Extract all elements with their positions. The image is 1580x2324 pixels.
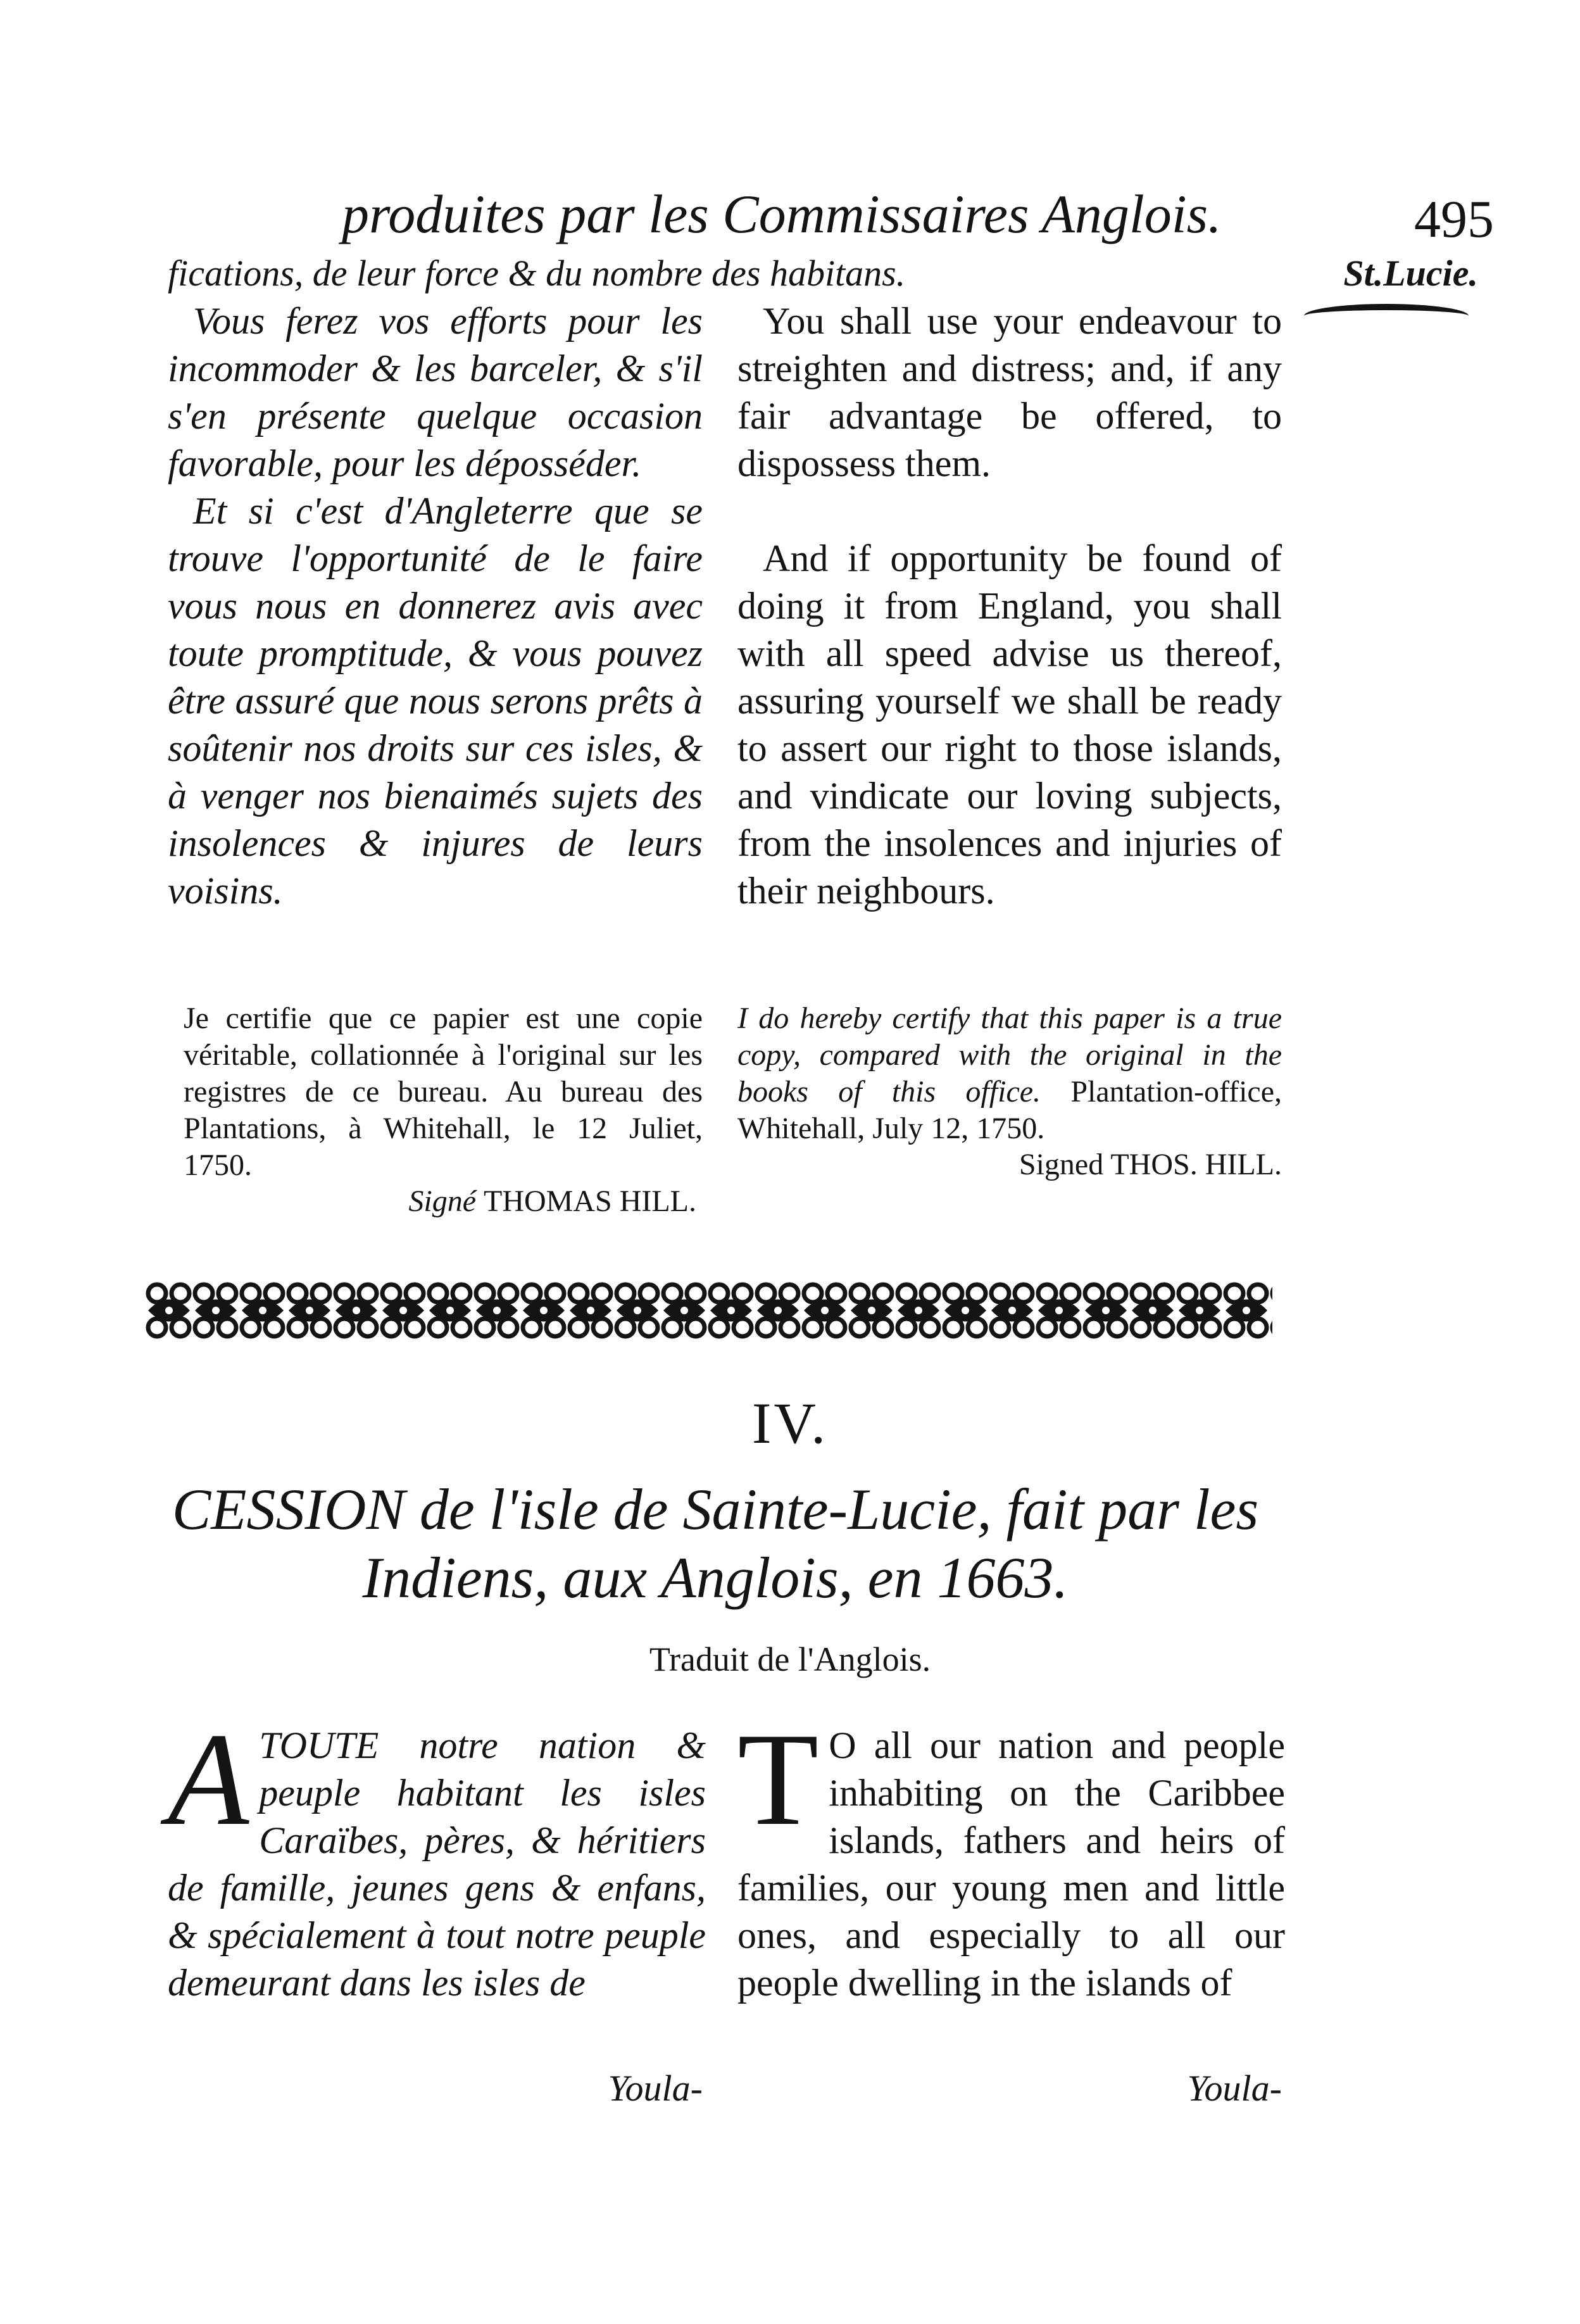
french-column-upper (168, 298, 703, 915)
french-body (168, 1706, 706, 2007)
french-paragraph-2: Et si c'est d'Angleterre que se trouve l'opportunité de le faire vous nous en donnerez avis avec toute promptitude, & vous pouvez être assuré que nous serons prêts à soûtenir nos droits sur ces isles, & à venger nos bienaimés sujets des insolences & injures de leurs voisins. (168, 490, 703, 912)
english-column-upper-2 (737, 535, 1282, 915)
english-certificate-roman: Plantation-office, Whitehall, July 12, 1750. (737, 1075, 1282, 1145)
section-title-line-2: Indiens, aux Anglois, en 1663. (362, 1545, 1069, 1610)
page-number: 495 (1414, 190, 1494, 249)
running-title: produites par les Commissaires Anglois. (342, 184, 1222, 244)
english-certificate (737, 1000, 1282, 1147)
continuation-line: fications, de leur force & du nombre des habitans. (168, 253, 906, 294)
english-body (737, 1706, 1285, 2007)
english-catchword: Youla- (1187, 2068, 1282, 2109)
section-number: IV. (751, 1391, 829, 1455)
marginal-bracket-mark (1304, 304, 1469, 328)
french-certificate-text: Je certifie que ce papier est une copie véritable, collationnée à l'original sur les registres de ce bureau. Au bureau des Plantations, à Whitehall, le 12 Juliet, 1750. (184, 1002, 703, 1182)
french-signed-name: THOMAS HILL. (484, 1184, 696, 1218)
english-certificate-italic: I do hereby certify that this paper is a true copy, compared with the original in the books of this office. (737, 1002, 1282, 1109)
ornamental-border (146, 1276, 1272, 1345)
french-signature (184, 1184, 696, 1219)
french-body-text: TOUTE notre nation & peuple habitant les isles Caraïbes, pères, & héritiers de famille, jeunes gens & enfans, & spécialement à tout notre peuple demeurant dans les isles de (168, 1724, 706, 2004)
section-title-line-1: CESSION de l'isle de Sainte-Lucie, fait par les (172, 1477, 1259, 1542)
french-certificate (184, 1000, 703, 1184)
french-paragraph-1: Vous ferez vos efforts pour les incommoder & les barceler, & s'il s'en présente quelque occasion favorable, pour les déposséder. (168, 300, 703, 484)
marginal-note: St.Lucie. (1343, 253, 1478, 294)
french-drop-cap: A (168, 1706, 249, 1853)
french-signed-word: Signé (408, 1184, 477, 1218)
english-paragraph-2: And if opportunity be found of doing it from England, you shall with all speed advise us thereof, assuring yourself we shall be ready to assert our right to those islands, and vindicate our loving subjects, from the insolences and injuries of their neighbours. (737, 537, 1282, 912)
translation-note: Traduit de l'Anglois. (649, 1640, 931, 1678)
english-body-text: O all our nation and people inhabiting on the Caribbee islands, fathers and heirs of families, our young men and little ones, and especially to all our people dwelling in the islands of (737, 1724, 1285, 2004)
english-signature: Signed THOS. HILL. (1019, 1148, 1282, 1181)
english-paragraph-1: You shall use your endeavour to streighten and distress; and, if any fair advantage be offered, to dispossess them. (737, 300, 1282, 484)
english-column-upper-1 (737, 298, 1282, 487)
section-title (146, 1475, 1285, 1612)
french-catchword: Youla- (608, 2068, 703, 2109)
english-drop-cap: T (737, 1706, 819, 1853)
